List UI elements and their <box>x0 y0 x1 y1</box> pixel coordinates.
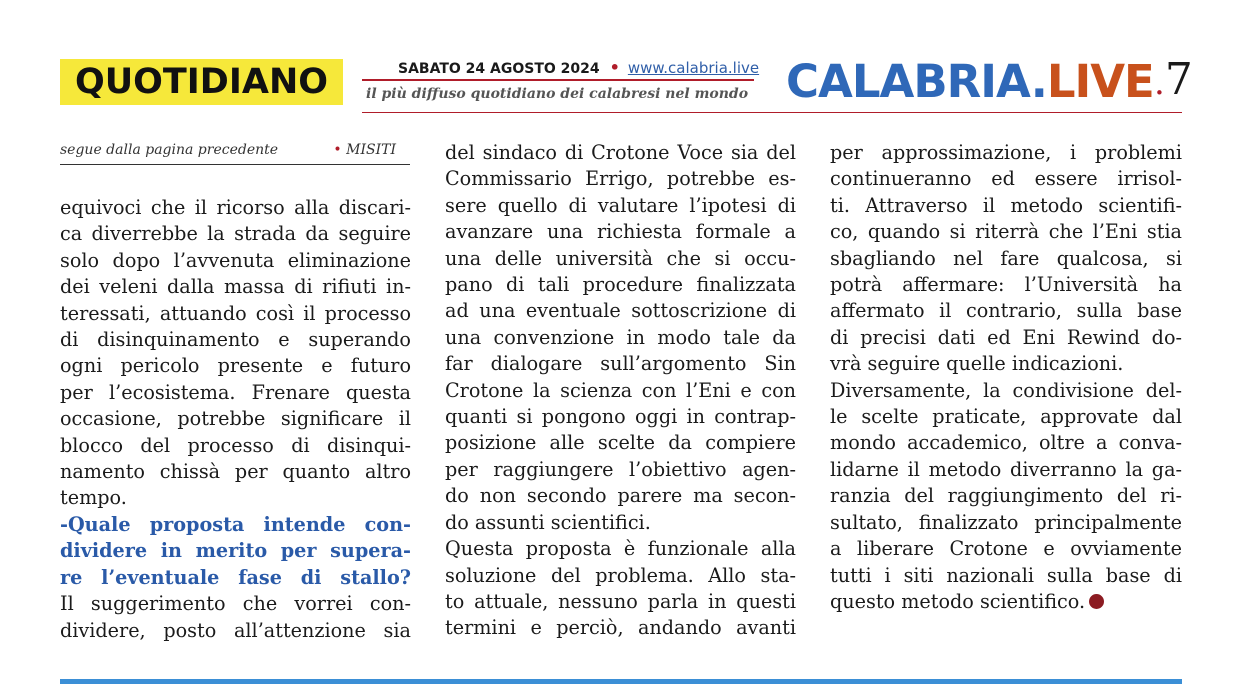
bottom-rule <box>60 679 1182 684</box>
text-line: per l’ecosistema. Frenare questa <box>60 380 411 404</box>
text-line: tempo. <box>60 486 127 510</box>
text-line: per approssimazione, i problemi <box>830 141 1182 164</box>
text-line: questo metodo scientifico. <box>830 589 1182 615</box>
brand-name-part2: LIVE <box>1046 55 1154 108</box>
text-line: posizione alle scelte da compiere <box>445 431 796 455</box>
column-3-paragraph-2 <box>830 378 1182 616</box>
text-line: co, quando si riterrà che l’Eni stia <box>830 220 1182 244</box>
text-line: avanzare una richiesta formale a <box>445 220 796 244</box>
continuation-note <box>60 142 410 158</box>
site-link[interactable]: www.calabria.live <box>627 59 760 77</box>
text-line: re l’eventuale fase di stallo? <box>60 565 411 589</box>
text-line: occasione, potrebbe significare il <box>60 407 411 431</box>
page-dot-icon: . <box>1154 63 1165 103</box>
author-byline <box>333 142 396 158</box>
continuation-text: segue dalla pagina precedente <box>60 142 279 158</box>
text-line: Questa proposta è funzionale alla <box>445 537 796 561</box>
text-line: Crotone la scienza con l’Eni e con <box>445 378 796 402</box>
text-line: affermato il contrario, sulla base <box>830 299 1182 323</box>
text-line: una convenzione in modo tale da <box>445 325 796 349</box>
text-line: dividere in merito per supera- <box>60 539 411 563</box>
article-column-1 <box>60 195 411 644</box>
text-line: pano di tali procedure finalizzata <box>445 273 796 297</box>
text-line: do non secondo parere ma secon- <box>445 484 796 508</box>
text-line: quanti si pongono oggi in contrap- <box>445 405 796 429</box>
text-line: vrà seguire quelle indicazioni. <box>830 352 1124 376</box>
text-line: ti. Attraverso il metodo scientifi- <box>830 193 1182 217</box>
end-of-article-icon <box>1089 594 1104 609</box>
text-line: a liberare Crotone e ovviamente <box>830 537 1182 561</box>
text-line: blocco del processo di disinqui- <box>60 433 411 457</box>
text-line: Commissario Errigo, potrebbe es- <box>445 167 796 191</box>
date: SABATO 24 AGOSTO 2024 <box>398 61 600 77</box>
text-line: ranzia del raggiungimento del ri- <box>830 484 1182 508</box>
page-number <box>1154 55 1193 108</box>
continuation-rule <box>60 164 410 165</box>
text-line: do assunti scientifici. <box>445 510 651 534</box>
text-line: sultato, finalizzato principalmente <box>830 510 1182 534</box>
text-line: tutti i siti nazionali sulla base di <box>830 563 1182 587</box>
text-line: dividere, posto all’attenzione sia <box>60 618 411 642</box>
calabria-live-logo <box>786 54 1154 110</box>
quotidiano-logo: QUOTIDIANO <box>60 59 343 105</box>
interview-question <box>60 512 411 591</box>
column-1-body <box>60 195 411 512</box>
text-line: sere quello di valutare l’ipotesi di <box>445 193 796 217</box>
text-line: sbagliando nel fare qualcosa, si <box>830 246 1182 270</box>
column-2-body <box>445 140 796 536</box>
text-line: far dialogare sull’argomento Sin <box>445 352 796 376</box>
text-line: continueranno ed essere irrisol- <box>830 167 1182 191</box>
text-line: le scelte praticate, approvate dal <box>830 405 1182 429</box>
text-line: to attuale, nessuno parla in questi <box>445 589 796 613</box>
text-line: del sindaco di Crotone Voce sia del <box>445 141 796 164</box>
text-line: ogni pericolo presente e futuro <box>60 354 411 378</box>
text-line: di precisi dati ed Eni Rewind do- <box>830 325 1182 349</box>
text-line: ca diverrebbe la strada da seguire <box>60 222 411 246</box>
author-name: MISITI <box>346 142 396 158</box>
text-line: namento chissà per quanto altro <box>60 460 411 484</box>
text-line: termini e perciò, andando avanti <box>445 616 796 640</box>
text-line: teressati, attuando così il processo <box>60 301 411 325</box>
text-line: ad una eventuale sottoscrizione di <box>445 299 796 323</box>
text-line: soluzione del problema. Allo sta- <box>445 563 796 587</box>
header-rule-bottom <box>362 112 1182 113</box>
bullet-icon: • <box>333 142 342 158</box>
article-column-3 <box>830 140 1182 615</box>
text-line: solo dopo l’avvenuta eliminazione <box>60 248 411 272</box>
text-line: dei veleni dalla massa di rifiuti in- <box>60 275 411 299</box>
column-2-paragraph-2 <box>445 536 796 642</box>
text-line: di disinquinamento e superando <box>60 328 411 352</box>
column-3-body <box>830 140 1182 378</box>
text-line: mondo accademico, oltre a conva- <box>830 431 1182 455</box>
separator-dot-icon: • <box>609 58 620 77</box>
text-line: lidarne il metodo diverranno la ga- <box>830 457 1182 481</box>
article-column-2 <box>445 140 796 642</box>
text-line: equivoci che il ricorso alla discari- <box>60 196 411 219</box>
text-line: una delle università che si occu- <box>445 246 796 270</box>
text-line: Diversamente, la condivisione del- <box>830 378 1182 402</box>
text-line: -Quale proposta intende con- <box>60 512 411 536</box>
page-number-value: 7 <box>1164 54 1193 105</box>
brand-name-part1: CALABRIA. <box>786 55 1047 108</box>
tagline: il più diffuso quotidiano dei calabresi nel mondo <box>366 86 749 102</box>
text-line: potrà affermare: l’Università ha <box>830 273 1182 297</box>
text-line: Il suggerimento che vorrei con- <box>60 592 411 616</box>
column-1-answer <box>60 591 411 644</box>
text-line: per raggiungere l’obiettivo agen- <box>445 457 796 481</box>
dateline <box>398 58 759 77</box>
header-rule-top <box>362 79 754 81</box>
